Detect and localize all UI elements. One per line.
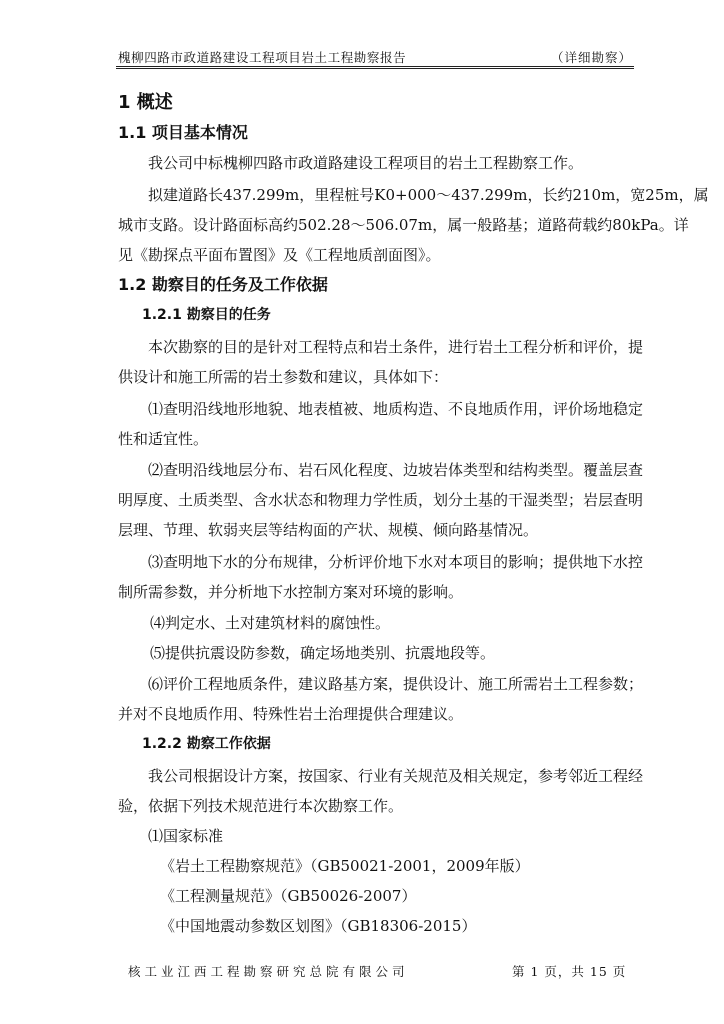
section-heading-1-2: 1.2 勘察目的任务及工作依据 [118,275,328,294]
footer-company: 核工业江西工程勘察研究总院有限公司 [128,964,409,979]
subsection-heading-1-2-1: 1.2.1 勘察目的任务 [142,307,271,323]
chapter-heading: 1 概述 [118,92,173,113]
paragraph-line: 见《勘探点平面布置图》及《工程地质剖面图》。 [118,246,441,264]
list-item: ⑹评价工程地质条件，建议路基方案，提供设计、施工所需岩土工程参数； [148,675,644,693]
header-rule [116,66,634,69]
list-item: ⑸提供抗震设防参数，确定场地类别、抗震地段等。 [150,644,496,662]
standard-reference: 《岩土工程勘察规范》（GB50021-2001，2009年版） [160,857,530,875]
header-stage: （详细勘察） [550,50,632,65]
standard-reference: 《中国地震动参数区划图》（GB18306-2015） [160,917,477,935]
list-item: ⑶查明地下水的分布规律，分析评价地下水对本项目的影响；提供地下水控 [148,553,644,571]
paragraph-line: 验，依据下列技术规范进行本次勘察工作。 [118,797,404,815]
list-item: ⑴查明沿线地形地貌、地表植被、地质构造、不良地质作用，评价场地稳定 [148,400,644,418]
list-item-continuation: 并对不良地质作用、特殊性岩土治理提供合理建议。 [118,705,464,723]
paragraph-line: 拟建道路长437.299m，里程桩号K0+000～437.299m，长约210m，宽25m，属 [148,186,709,204]
header-title: 槐柳四路市政道路建设工程项目岩土工程勘察报告 [118,50,407,65]
paragraph-line: 本次勘察的目的是针对工程特点和岩土条件，进行岩土工程分析和评价，提 [148,338,644,356]
paragraph-line: 我公司根据设计方案，按国家、行业有关规范及相关规定，参考邻近工程经 [148,767,644,785]
paragraph-line: 城市支路。设计路面标高约502.28～506.07m，属一般路基；道路荷载约80kPa。详 [118,216,689,234]
list-item: ⑵查明沿线地层分布、岩石风化程度、边坡岩体类型和结构类型。覆盖层查 [148,461,644,479]
paragraph-line: 我公司中标槐柳四路市政道路建设工程项目的岩土工程勘察工作。 [148,154,584,172]
national-standards-label: ⑴国家标准 [148,827,224,845]
list-item-continuation: 性和适宜性。 [118,430,209,448]
list-item-continuation: 层理、节理、软弱夹层等结构面的产状、规模、倾向路基情况。 [118,521,539,539]
standard-reference: 《工程测量规范》（GB50026-2007） [160,887,417,905]
running-header [118,48,632,66]
footer-page-info: 第 1 页，共 15 页 [512,964,627,979]
subsection-heading-1-2-2: 1.2.2 勘察工作依据 [142,736,271,752]
section-heading-1-1: 1.1 项目基本情况 [118,123,248,142]
list-item-continuation: 明厚度、土质类型、含水状态和物理力学性质，划分土基的干湿类型；岩层查明 [118,491,644,509]
list-item-continuation: 制所需参数，并分析地下水控制方案对环境的影响。 [118,583,464,601]
list-item: ⑷判定水、土对建筑材料的腐蚀性。 [150,614,391,632]
paragraph-line: 供设计和施工所需的岩土参数和建议，具体如下： [118,368,449,386]
